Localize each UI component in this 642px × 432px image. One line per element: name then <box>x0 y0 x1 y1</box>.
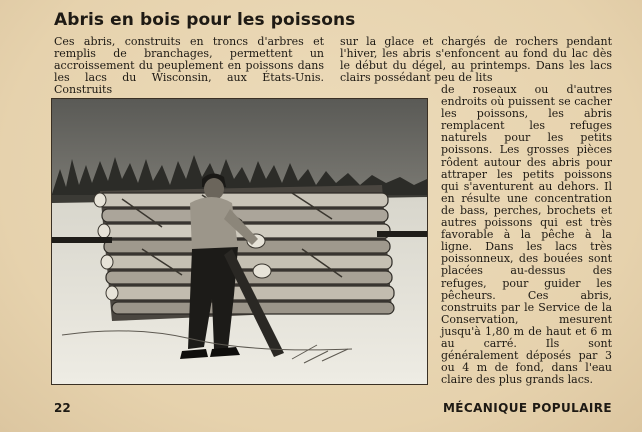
photo-log-shelter <box>51 98 428 385</box>
article-body-column: de roseaux ou d'autres endroits où puissent se cacher les poissons, les abris remplacent les refuges naturels pour les petits poissons. Les grosses pièces rôdent autour des abris pour attraper les petits poissons qui s'aventurent au dehors. Il en résulte une concentration de bass, perches, brochets et autres poissons qui est très favorable à la pêche à la ligne. Dans les lacs très poissonneux, des bouées sont placées au-dessus des refuges, pour guider les pêcheurs. Ces abris, construits par le Service de la Conservation, mesurent jusqu'à 1,80 m de haut et 6 m au carré. Ils sont généralement déposés par 3 ou 4 m de fond, dans l'eau claire des plus grands lacs. <box>441 83 612 387</box>
article-intro-paragraph: Ces abris, construits en troncs d'arbres et remplis de branchages, permettent un accroissement du peuplement en poissons dans les lacs du Wisconsin, aux États-Unis. Construits <box>54 35 324 97</box>
page-number: 22 <box>54 401 71 415</box>
magazine-name: MÉCANIQUE POPULAIRE <box>442 401 612 415</box>
article-continuation-paragraph: sur la glace et chargés de rochers pendant l'hiver, les abris s'enfoncent au fond du lac dès le début du dégel, au printemps. Dans les lacs clairs possédant peu de lits <box>340 35 612 85</box>
article-title: Abris en bois pour les poissons <box>54 10 356 30</box>
